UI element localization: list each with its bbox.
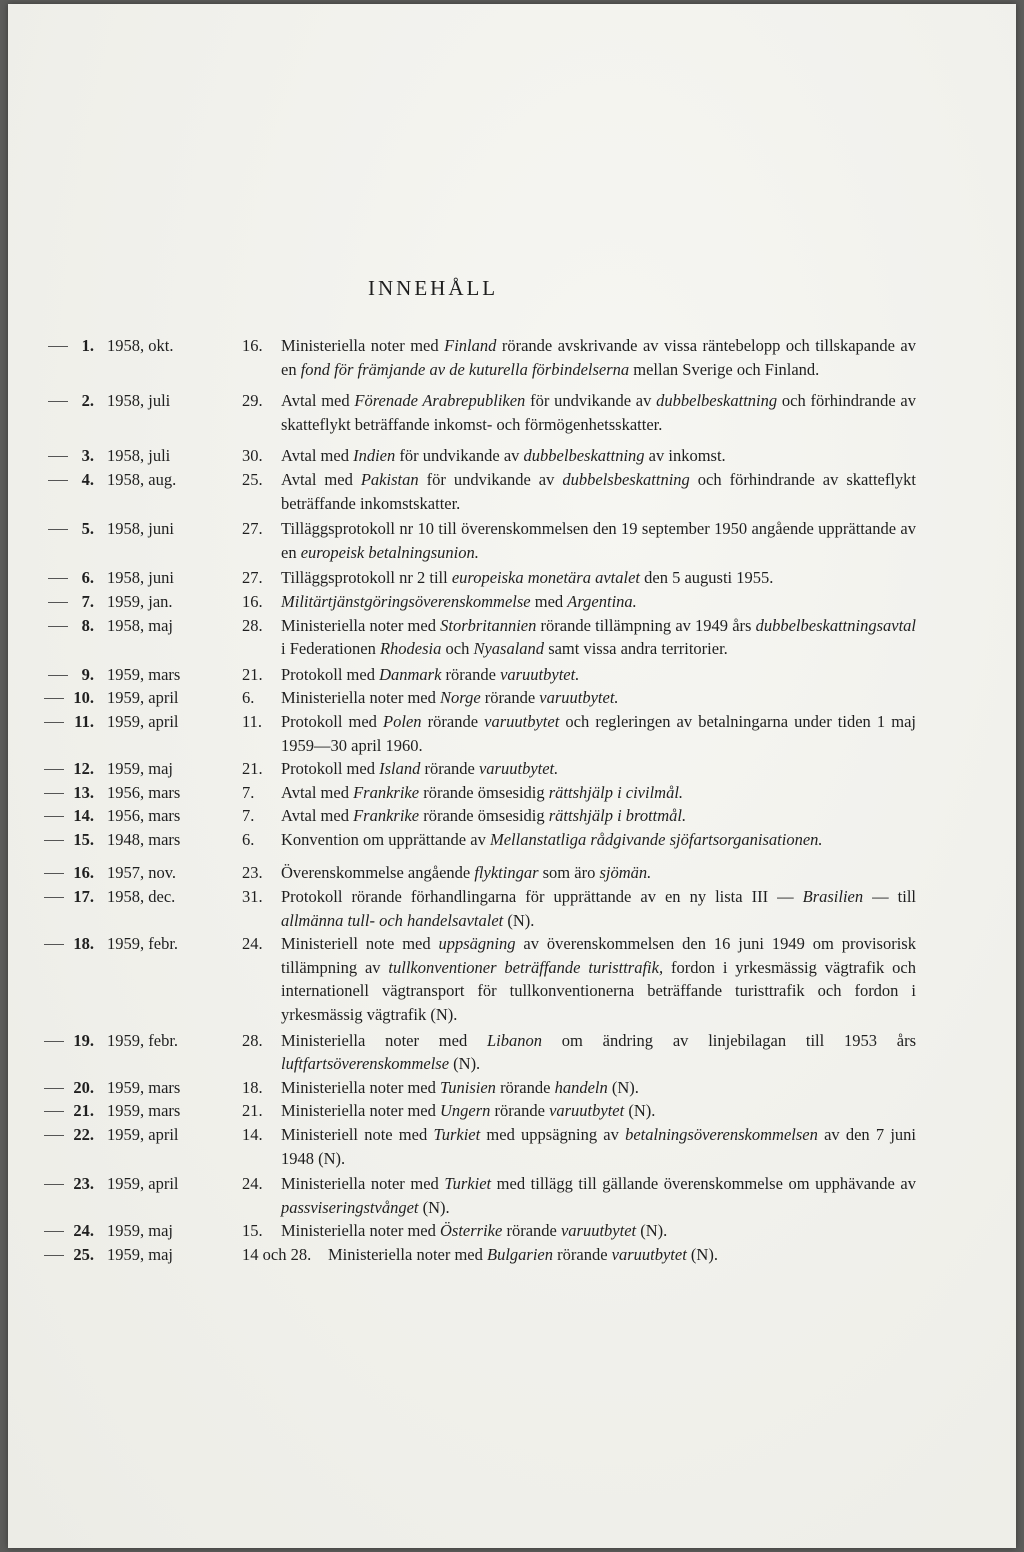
entry-day: 7. (242, 782, 255, 802)
entry-number: 22. (36, 1123, 94, 1147)
entry-number: 21. (36, 1099, 94, 1123)
entry-number: 10. (36, 686, 94, 710)
entry-date: 1956, mars (107, 806, 181, 826)
entry-day: 16. (242, 336, 263, 355)
entry-text-italic: Österrike (440, 1221, 503, 1241)
entry-text: med (530, 591, 568, 611)
entry-text-italic: luftfartsöverenskommelse (281, 1054, 450, 1074)
entry-day: 29. (242, 391, 263, 411)
entry-text-italic: uppsägning (438, 934, 516, 954)
entry-date: 1959, febr. (107, 934, 179, 954)
entry-number: 2. (36, 389, 94, 413)
entry-text-italic: Argentina. (567, 591, 637, 611)
entry-date: 1958, juni (107, 568, 174, 588)
entry-text: (N). (686, 1244, 718, 1264)
entry-day: 15. (242, 1221, 263, 1241)
entry-day: 31. (242, 887, 263, 907)
toc-entry (36, 781, 916, 805)
entry-date: 1958, okt. (107, 336, 174, 355)
entry-text: Avtal med (281, 806, 354, 826)
entry-text-italic: Förenade Arabrepubliken (354, 391, 526, 411)
entry-text: Ministeriella noter med (281, 1077, 440, 1097)
entry-text: fordon i yrkesmässig vägtrafik och internationell vägtransport för tullkonventionerna beträffande turisttrafik och fordon i yrkesmässig vägtrafik (N). (281, 957, 916, 1025)
entry-description (281, 885, 916, 932)
entry-description (281, 781, 916, 805)
entry-description (281, 757, 916, 781)
entry-number: 25. (36, 1243, 94, 1267)
toc-entry (36, 1123, 916, 1170)
entry-day: 25. (242, 469, 263, 489)
entry-text-italic: europeiska monetära avtalet (451, 568, 641, 588)
entry-text: för undvikande av (395, 446, 524, 466)
entry-text: Avtal med (281, 391, 355, 411)
entry-day: 6. (242, 688, 255, 708)
entry-day: 23. (242, 863, 263, 883)
toc-entry (36, 932, 916, 1026)
entry-text-italic: rättshjälp i civilmål. (548, 782, 684, 802)
entry-text: rörande (495, 1077, 555, 1097)
entry-text: Tilläggsprotokoll nr 10 till överenskommelsen den 19 september 1950 angående upprättande av en (281, 519, 916, 562)
entry-text-italic: Turkiet (444, 1174, 492, 1194)
entry-text: rörande (553, 1244, 612, 1264)
entry-text-italic: Frankrike (353, 782, 420, 802)
entry-date: 1948, mars (107, 829, 181, 849)
entry-text-italic: fond för främjande av de kuturella förbindelserna (300, 359, 630, 379)
entry-text-italic: europeisk betalningsunion. (300, 542, 479, 562)
entry-date: 1958, aug. (107, 469, 177, 489)
entry-description (281, 710, 916, 757)
entry-text: Ministeriella noter med (281, 615, 441, 635)
entry-date: 1959, maj (107, 1244, 173, 1264)
entry-text-italic: Pakistan (360, 469, 419, 489)
entry-text: rörande (502, 1221, 561, 1241)
entry-day: 16. (242, 591, 263, 611)
entry-number: 23. (36, 1172, 94, 1196)
entry-day: 6. (242, 829, 255, 849)
entry-text-italic: sjömän. (599, 863, 652, 883)
entry-description (281, 590, 916, 614)
toc-entry (36, 828, 916, 852)
entry-text: och regleringen av betalningarna under tiden 1 maj 1959—30 april 1960. (281, 711, 916, 755)
entry-text: Protokoll med (281, 759, 380, 779)
entry-day: 21. (242, 664, 263, 684)
entry-text: rörande (480, 688, 540, 708)
toc-entry (36, 1172, 916, 1219)
entry-text: samt vissa andra territorier. (544, 639, 728, 659)
entry-date: 1958, juli (107, 391, 171, 411)
toc-entry (36, 517, 916, 564)
entry-text-italic: Mellanstatliga rådgivande sjöfartsorganisationen. (489, 829, 823, 849)
toc-entry (36, 686, 916, 710)
entry-text: Avtal med (281, 446, 354, 466)
entry-number: 11. (36, 710, 94, 734)
entry-date: 1958, dec. (107, 887, 176, 907)
entry-number: 14. (36, 804, 94, 828)
toc-entry (36, 614, 916, 661)
entry-number: 17. (36, 885, 94, 909)
entry-description (281, 804, 916, 828)
toc-entry (36, 804, 916, 828)
entry-text: av inkomst. (644, 446, 726, 466)
entry-text: Protokoll rörande förhandlingarna för upprättande av en ny lista III — (281, 887, 803, 907)
entry-description (281, 566, 916, 590)
entry-text-italic: varuutbytet (484, 711, 560, 731)
entry-text-italic: flyktingar (474, 863, 539, 883)
entry-text-italic: varuutbytet. (478, 759, 559, 779)
entry-day: 18. (242, 1077, 263, 1097)
toc-entry (36, 1243, 916, 1267)
entry-date: 1959, april (107, 1125, 179, 1144)
entry-text: rörande (490, 1101, 550, 1121)
entry-text: rörande (420, 759, 479, 779)
page-title: INNEHÅLL (368, 276, 499, 300)
entry-description (281, 468, 916, 515)
entry-text: för undvikande av (418, 469, 563, 489)
entry-date: 1959, maj (107, 759, 173, 779)
entry-text-italic: Tunisien (440, 1077, 496, 1097)
entry-date: 1958, juni (107, 519, 174, 539)
entry-text: rörande ömsesidig (419, 806, 549, 826)
entry-date: 1959, april (107, 711, 179, 731)
entry-date: 1957, nov. (107, 863, 177, 883)
entry-text-italic: Turkiet (433, 1125, 481, 1144)
entry-text: Ministeriella noter med (281, 1101, 440, 1121)
entry-text-italic: Finland (444, 336, 497, 355)
toc-entry (36, 885, 916, 932)
entry-number: 13. (36, 781, 94, 805)
entry-text-italic: allmänna tull- och handelsavtalet (281, 910, 504, 930)
entry-text: — till (863, 887, 916, 907)
entry-date: 1958, juli (107, 446, 171, 466)
entry-date: 1958, maj (107, 615, 173, 635)
entry-text-italic: varuutbytet. (500, 664, 580, 684)
entry-text: (N). (636, 1221, 668, 1241)
document-page (8, 4, 1016, 1548)
entry-text-italic: dubbelbeskattning (523, 446, 645, 466)
toc-entry (36, 710, 916, 757)
entry-text: Tilläggsprotokoll nr 2 till (281, 568, 452, 588)
toc-entry (36, 468, 916, 515)
entry-day: 24. (242, 934, 263, 954)
entry-day: 27. (242, 519, 263, 539)
entry-text-italic: Brasilien (802, 887, 864, 907)
entry-day: 27. (242, 568, 263, 588)
entry-number: 15. (36, 828, 94, 852)
entry-text-italic: Storbritannien (440, 615, 537, 635)
entry-text-italic: handeln (554, 1077, 608, 1097)
toc-entry (36, 861, 916, 885)
entry-text-italic: Frankrike (353, 806, 420, 826)
toc-entry (36, 1099, 916, 1123)
entry-text: Överenskommelse angående (281, 863, 475, 883)
entry-text: med uppsägning av (480, 1125, 626, 1144)
entry-description (281, 517, 916, 564)
entry-text: Ministeriella noter med (281, 1030, 487, 1050)
entry-description (281, 1123, 916, 1170)
entry-number: 18. (36, 932, 94, 956)
entry-text: rörande tillämpning av 1949 års (536, 615, 756, 635)
entry-description (281, 861, 916, 885)
entry-date: 1956, mars (107, 782, 181, 802)
toc-entry (36, 1029, 916, 1076)
entry-text-italic: dubbelbeskattningsavtal (755, 615, 917, 635)
entry-text: och förhindrande av skatteflykt beträffande inkomst- och förmögenhetsskatter. (281, 391, 917, 434)
entry-number: 16. (36, 861, 94, 885)
entry-date: 1959, april (107, 1174, 179, 1194)
entry-description (281, 389, 916, 436)
entry-text: Protokoll med (281, 711, 384, 731)
entry-description (281, 686, 916, 710)
entry-text: rörande avskrivande av vissa räntebelopp och tillskapande av en (281, 336, 916, 379)
entry-day: 24. (242, 1174, 263, 1194)
entry-day: 21. (242, 759, 263, 779)
entry-text: som äro (538, 863, 600, 883)
toc-entry (36, 444, 916, 468)
entry-description (281, 1219, 916, 1243)
toc-entry (36, 663, 916, 687)
table-of-contents (36, 334, 916, 1267)
toc-entry (36, 566, 916, 590)
entry-text-italic: Militärtjänstgöringsöverenskommelse (281, 591, 531, 611)
entry-text-italic: dubbelsbeskattning (562, 469, 690, 489)
entry-text: Ministeriella noter med (328, 1244, 487, 1264)
entry-description (281, 1029, 916, 1076)
entry-description (281, 1172, 916, 1219)
entry-number: 5. (36, 517, 94, 541)
entry-description (328, 1243, 916, 1267)
entry-day: 14. (242, 1125, 263, 1144)
entry-date: 1959, mars (107, 1077, 181, 1097)
entry-number: 9. (36, 663, 94, 687)
entry-text-italic: rättshjälp i brottmål. (548, 806, 687, 826)
entry-text-italic: Island (379, 759, 421, 779)
entry-description (281, 1076, 916, 1100)
entry-text-italic: tullkonventioner beträffande turisttrafik, (388, 957, 664, 977)
toc-entry (36, 590, 916, 614)
entry-description (281, 334, 916, 381)
entry-text: Avtal med (281, 782, 354, 802)
entry-text: Ministeriell note med (281, 934, 439, 954)
entry-text: Ministeriella noter med (281, 1174, 445, 1194)
entry-text-italic: varuutbytet. (539, 688, 619, 708)
entry-text: mellan Sverige och Finland. (629, 359, 820, 379)
entry-day: 14 och 28. (242, 1244, 312, 1264)
entry-text: Protokoll med (281, 664, 380, 684)
entry-date: 1959, jan. (107, 591, 173, 611)
toc-entry (36, 1219, 916, 1243)
entry-date: 1959, febr. (107, 1030, 179, 1050)
entry-number: 4. (36, 468, 94, 492)
entry-text: (N). (503, 910, 535, 930)
entry-description (281, 614, 916, 661)
entry-text: av den 7 juni 1948 (N). (281, 1125, 916, 1168)
entry-text: och förhindrande av skatteflykt beträffande inkomstskatter. (281, 469, 917, 513)
entry-day: 28. (242, 615, 263, 635)
entry-text: rörande ömsesidig (419, 782, 549, 802)
entry-text: rörande (441, 664, 501, 684)
entry-text-italic: betalningsöverenskommelsen (625, 1125, 818, 1144)
entry-text: för undvikande av (525, 391, 657, 411)
entry-description (281, 444, 916, 468)
entry-text: med tillägg till gällande överenskommelse om upphävande av (491, 1174, 916, 1194)
entry-text: om ändring av linjebilagan till 1953 års (542, 1030, 917, 1050)
entry-text: Ministeriella noter med (281, 688, 440, 708)
entry-day: 11. (242, 711, 263, 731)
entry-day: 21. (242, 1101, 263, 1121)
entry-date: 1959, april (107, 688, 179, 708)
entry-text-italic: Rhodesia (379, 639, 442, 659)
toc-entry (36, 334, 916, 381)
entry-description (281, 932, 916, 1026)
entry-day: 30. (242, 446, 263, 466)
entry-day: 7. (242, 806, 255, 826)
entry-text-italic: Polen (383, 711, 422, 731)
entry-text: (N). (624, 1101, 656, 1121)
entry-text-italic: varuutbytet (611, 1244, 687, 1264)
entry-text-italic: varuutbytet (560, 1221, 637, 1241)
entry-text: av överenskommelsen den 16 juni 1949 om provisorisk tillämpning av (281, 934, 916, 977)
entry-text-italic: Indien (353, 446, 396, 466)
entry-text: den 5 augusti 1955. (640, 568, 774, 588)
entry-number: 20. (36, 1076, 94, 1100)
entry-text: Avtal med (281, 469, 361, 489)
toc-entry (36, 1076, 916, 1100)
entry-number: 19. (36, 1029, 94, 1053)
entry-text-italic: Danmark (379, 664, 442, 684)
entry-number: 12. (36, 757, 94, 781)
entry-text-italic: Norge (440, 688, 481, 708)
entry-text: (N). (418, 1197, 450, 1217)
entry-text: Ministeriella noter med (281, 336, 445, 355)
entry-description (281, 1099, 916, 1123)
toc-entry (36, 757, 916, 781)
entry-text: rörande (421, 711, 485, 731)
entry-number: 7. (36, 590, 94, 614)
entry-text-italic: Bulgarien (487, 1244, 553, 1264)
entry-number: 6. (36, 566, 94, 590)
entry-text: Ministeriell note med (281, 1125, 434, 1144)
entry-number: 3. (36, 444, 94, 468)
entry-number: 8. (36, 614, 94, 638)
entry-text: i Federationen (281, 639, 380, 659)
entry-day: 28. (242, 1030, 263, 1050)
entry-text-italic: varuutbytet (549, 1101, 625, 1121)
entry-number: 1. (36, 334, 94, 358)
entry-description (281, 828, 916, 852)
entry-text-italic: dubbelbeskattning (656, 391, 778, 411)
entry-text-italic: Libanon (486, 1030, 542, 1050)
entry-date: 1959, mars (107, 1101, 181, 1121)
entry-date: 1959, maj (107, 1221, 173, 1241)
entry-text: (N). (449, 1054, 481, 1074)
entry-date: 1959, mars (107, 664, 181, 684)
entry-number: 24. (36, 1219, 94, 1243)
entry-text: Konvention om upprättande av (281, 829, 490, 849)
toc-entry (36, 389, 916, 436)
entry-text: och (441, 639, 474, 659)
entry-text-italic: passviseringstvånget (281, 1197, 419, 1217)
entry-text: (N). (607, 1077, 639, 1097)
entry-text-italic: Ungern (440, 1101, 491, 1121)
entry-description (281, 663, 916, 687)
entry-text-italic: Nyasaland (473, 639, 545, 659)
entry-text: Ministeriella noter med (281, 1221, 440, 1241)
